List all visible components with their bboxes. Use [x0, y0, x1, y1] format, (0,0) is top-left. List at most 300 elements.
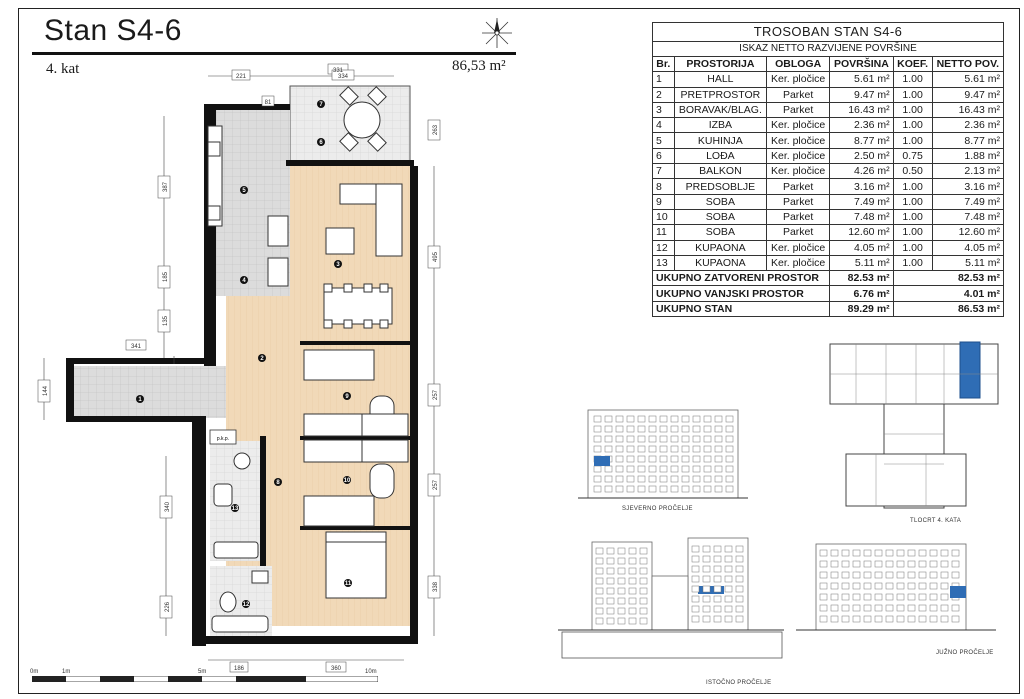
elevation-window	[629, 548, 636, 554]
elevation-window	[897, 594, 904, 600]
dim-186: 186	[233, 666, 245, 672]
elevation-window	[704, 466, 711, 472]
elevation-window	[627, 486, 634, 492]
row-coef: 1.00	[893, 72, 932, 87]
elevation-window	[715, 446, 722, 452]
elevation-window	[682, 446, 689, 452]
row-room: PRETPROSTOR	[674, 87, 767, 102]
elevation-window	[660, 466, 667, 472]
dim-331: 331	[332, 68, 344, 74]
row-room: KUPAONA	[674, 255, 767, 270]
elevation-window	[726, 476, 733, 482]
dim-226: 226	[165, 601, 171, 613]
elevation-window	[842, 572, 849, 578]
elevation-window	[640, 548, 647, 554]
dim-81: 81	[264, 100, 272, 106]
elevation-window	[616, 426, 623, 432]
room-2-number: 2	[260, 356, 264, 362]
elevation-window	[736, 616, 743, 622]
elevation-window	[725, 586, 732, 592]
elevation-window	[736, 596, 743, 602]
elevation-window	[596, 578, 603, 584]
elevation-window	[842, 594, 849, 600]
row-area: 8.77 m²	[830, 133, 894, 148]
row-number: 2	[653, 87, 675, 102]
row-area: 4.05 m²	[830, 240, 894, 255]
scale-label-1: 1m	[62, 669, 71, 675]
floor-key-plan	[826, 338, 1006, 514]
room-6-number: 6	[319, 140, 323, 146]
total-closed-area: 82.53 m²	[830, 271, 894, 286]
total-apartment-net: 86.53 m²	[893, 301, 1003, 316]
elevation-window	[908, 605, 915, 611]
row-net: 5.61 m²	[932, 72, 1003, 87]
north-elevation	[578, 404, 768, 514]
elevation-window	[864, 583, 871, 589]
east-elevation-label: ISTOČNO PROČELJE	[706, 680, 772, 686]
elevation-window	[941, 561, 948, 567]
elevation-window	[605, 446, 612, 452]
elevation-window	[618, 578, 625, 584]
total-apartment-area: 89.29 m²	[830, 301, 894, 316]
elevation-window	[725, 556, 732, 562]
elevation-window	[618, 558, 625, 564]
elevation-window	[627, 426, 634, 432]
elevation-window	[629, 608, 636, 614]
elevation-window	[831, 616, 838, 622]
elevation-window	[629, 578, 636, 584]
elevation-window	[704, 476, 711, 482]
south-elevation-label: JUŽNO PROČELJE	[936, 650, 994, 656]
total-closed-net: 82.53 m²	[893, 271, 1003, 286]
elevation-window	[618, 568, 625, 574]
elevation-window	[726, 436, 733, 442]
elevation-window	[629, 618, 636, 624]
floor-plan	[24, 56, 504, 676]
elevation-window	[714, 586, 721, 592]
elevation-window	[682, 456, 689, 462]
elevation-window	[930, 594, 937, 600]
row-coef: 1.00	[893, 102, 932, 117]
elevation-window	[726, 426, 733, 432]
row-room: HALL	[674, 72, 767, 87]
elevation-window	[820, 572, 827, 578]
elevation-window	[897, 572, 904, 578]
row-number: 13	[653, 255, 675, 270]
elevation-window	[897, 561, 904, 567]
elevation-window	[627, 466, 634, 472]
elevation-window	[638, 436, 645, 442]
elevation-window	[941, 605, 948, 611]
row-finish: Parket	[767, 179, 830, 194]
row-net: 5.11 m²	[932, 255, 1003, 270]
elevation-window	[831, 561, 838, 567]
elevation-window	[930, 583, 937, 589]
elevation-window	[736, 576, 743, 582]
row-room: LOĐA	[674, 148, 767, 163]
scale-label-5: 5m	[198, 669, 207, 675]
elevation-window	[703, 556, 710, 562]
elevation-window	[671, 476, 678, 482]
row-net: 16.43 m²	[932, 102, 1003, 117]
elevation-window	[715, 426, 722, 432]
elevation-window	[820, 561, 827, 567]
elevation-window	[886, 561, 893, 567]
elevation-window	[831, 594, 838, 600]
row-coef: 1.00	[893, 133, 932, 148]
elevation-window	[596, 588, 603, 594]
row-room: PREDSOBLJE	[674, 179, 767, 194]
elevation-window	[714, 606, 721, 612]
dim-334: 334	[337, 74, 349, 80]
elevation-window	[875, 572, 882, 578]
row-coef: 1.00	[893, 209, 932, 224]
elevation-window	[605, 466, 612, 472]
table-row	[653, 72, 1004, 87]
row-number: 1	[653, 72, 675, 87]
elevation-window	[640, 608, 647, 614]
east-elevation	[548, 536, 788, 666]
row-coef: 0.75	[893, 148, 932, 163]
elevation-window	[629, 558, 636, 564]
dim-387: 387	[163, 181, 169, 193]
row-finish: Parket	[767, 87, 830, 102]
elevation-window	[692, 606, 699, 612]
elevation-window	[930, 572, 937, 578]
row-room: BALKON	[674, 164, 767, 179]
elevation-window	[919, 572, 926, 578]
elevation-window	[704, 436, 711, 442]
elevation-window	[693, 436, 700, 442]
elevation-window	[726, 456, 733, 462]
col-header-area: POVRŠINA	[830, 57, 894, 72]
elevation-window	[682, 436, 689, 442]
elevation-window	[596, 568, 603, 574]
row-coef: 1.00	[893, 255, 932, 270]
elevation-window	[638, 446, 645, 452]
elevation-window	[693, 486, 700, 492]
table-row	[653, 209, 1004, 224]
row-coef: 1.00	[893, 225, 932, 240]
elevation-window	[693, 446, 700, 452]
row-number: 11	[653, 225, 675, 240]
row-net: 4.05 m²	[932, 240, 1003, 255]
elevation-window	[682, 476, 689, 482]
elevation-window	[886, 616, 893, 622]
row-room: KUHINJA	[674, 133, 767, 148]
row-net: 12.60 m²	[932, 225, 1003, 240]
elevation-window	[897, 583, 904, 589]
row-finish: Parket	[767, 102, 830, 117]
elevation-window	[820, 583, 827, 589]
elevation-window	[693, 466, 700, 472]
elevation-window	[714, 576, 721, 582]
elevation-window	[671, 416, 678, 422]
scale-label-0: 0m	[30, 669, 39, 675]
elevation-window	[607, 588, 614, 594]
total-outdoor-net: 4.01 m²	[893, 286, 1003, 301]
elevation-window	[704, 416, 711, 422]
elevation-window	[605, 436, 612, 442]
elevation-window	[736, 586, 743, 592]
table-row	[653, 133, 1004, 148]
elevation-window	[930, 616, 937, 622]
elevation-window	[671, 456, 678, 462]
row-finish: Ker. pločice	[767, 255, 830, 270]
elevation-window	[640, 598, 647, 604]
row-number: 3	[653, 102, 675, 117]
row-area: 16.43 m²	[830, 102, 894, 117]
dim-263: 263	[433, 124, 439, 136]
elevation-window	[704, 446, 711, 452]
table-row	[653, 118, 1004, 133]
dim-360: 360	[330, 666, 342, 672]
elevation-window	[941, 594, 948, 600]
elevation-window	[941, 583, 948, 589]
elevation-window	[930, 605, 937, 611]
col-header-finish: OBLOGA	[767, 57, 830, 72]
row-room: IZBA	[674, 118, 767, 133]
elevation-window	[671, 426, 678, 432]
elevation-window	[820, 605, 827, 611]
dim-340: 340	[165, 501, 171, 513]
elevation-window	[725, 546, 732, 552]
elevation-window	[596, 558, 603, 564]
elevation-window	[853, 616, 860, 622]
row-coef: 1.00	[893, 194, 932, 209]
elevation-window	[952, 605, 959, 611]
row-number: 6	[653, 148, 675, 163]
north-elevation-label: SJEVERNO PROČELJE	[622, 506, 693, 512]
elevation-window	[660, 456, 667, 462]
col-header-net: NETTO POV.	[932, 57, 1003, 72]
row-finish: Parket	[767, 209, 830, 224]
elevation-window	[627, 436, 634, 442]
elevation-window	[629, 568, 636, 574]
elevation-window	[715, 436, 722, 442]
room-8-number: 8	[276, 480, 280, 486]
dim-257b: 257	[433, 479, 439, 491]
elevation-window	[820, 594, 827, 600]
row-coef: 1.00	[893, 179, 932, 194]
elevation-window	[714, 616, 721, 622]
room-7-number: 7	[319, 102, 323, 108]
room-5-number: 5	[242, 188, 246, 194]
row-area: 3.16 m²	[830, 179, 894, 194]
elevation-window	[616, 446, 623, 452]
elevation-window	[618, 548, 625, 554]
row-number: 12	[653, 240, 675, 255]
elevation-window	[616, 466, 623, 472]
row-area: 2.50 m²	[830, 148, 894, 163]
elevation-window	[660, 476, 667, 482]
elevation-window	[638, 456, 645, 462]
elevation-window	[649, 416, 656, 422]
elevation-window	[831, 550, 838, 556]
col-header-room: PROSTORIJA	[674, 57, 767, 72]
elevation-window	[693, 416, 700, 422]
elevation-window	[638, 466, 645, 472]
elevation-window	[703, 606, 710, 612]
row-coef: 0.50	[893, 164, 932, 179]
elevation-window	[725, 606, 732, 612]
elevation-window	[627, 446, 634, 452]
elevation-window	[660, 426, 667, 432]
pkp-label: p.k.p.	[216, 436, 230, 442]
elevation-window	[693, 456, 700, 462]
elevation-window	[607, 578, 614, 584]
elevation-window	[897, 550, 904, 556]
table-row	[653, 194, 1004, 209]
elevation-window	[736, 606, 743, 612]
total-outdoor-label: UKUPNO VANJSKI PROSTOR	[653, 286, 830, 301]
elevation-window	[952, 616, 959, 622]
row-area: 5.11 m²	[830, 255, 894, 270]
elevation-window	[726, 446, 733, 452]
row-finish: Ker. pločice	[767, 133, 830, 148]
room-10-number: 10	[343, 478, 351, 484]
total-closed-label: UKUPNO ZATVORENI PROSTOR	[653, 271, 830, 286]
elevation-window	[919, 616, 926, 622]
elevation-window	[952, 561, 959, 567]
room-11-number: 11	[344, 581, 352, 587]
floor-label: 4. kat	[46, 61, 80, 77]
row-coef: 1.00	[893, 118, 932, 133]
elevation-window	[897, 605, 904, 611]
elevation-window	[831, 572, 838, 578]
elevation-window	[640, 568, 647, 574]
elevation-window	[908, 572, 915, 578]
elevation-window	[842, 605, 849, 611]
elevation-window	[886, 550, 893, 556]
row-number: 9	[653, 194, 675, 209]
elevation-window	[736, 566, 743, 572]
elevation-window	[692, 546, 699, 552]
elevation-window	[640, 578, 647, 584]
elevation-window	[693, 426, 700, 432]
row-net: 9.47 m²	[932, 87, 1003, 102]
room-12-number: 12	[242, 602, 250, 608]
table-row	[653, 148, 1004, 163]
elevation-window	[638, 416, 645, 422]
scale-bar	[32, 676, 378, 682]
elevation-window	[704, 426, 711, 432]
elevation-window	[607, 558, 614, 564]
row-finish: Ker. pločice	[767, 72, 830, 87]
title-underline	[32, 52, 516, 55]
elevation-window	[864, 561, 871, 567]
elevation-window	[714, 566, 721, 572]
elevation-window	[820, 616, 827, 622]
elevation-window	[660, 486, 667, 492]
dim-135: 135	[163, 315, 169, 327]
elevation-window	[886, 583, 893, 589]
elevation-window	[618, 598, 625, 604]
elevation-window	[919, 605, 926, 611]
elevation-window	[660, 416, 667, 422]
elevation-window	[820, 550, 827, 556]
elevation-window	[725, 576, 732, 582]
elevation-window	[853, 550, 860, 556]
elevation-window	[715, 476, 722, 482]
total-outdoor-area: 6.76 m²	[830, 286, 894, 301]
col-header-nr: Br.	[653, 57, 675, 72]
row-coef: 1.00	[893, 87, 932, 102]
elevation-window	[919, 550, 926, 556]
table-row	[653, 87, 1004, 102]
elevation-window	[671, 466, 678, 472]
elevation-window	[692, 616, 699, 622]
row-finish: Ker. pločice	[767, 118, 830, 133]
elevation-window	[897, 616, 904, 622]
elevation-window	[649, 446, 656, 452]
table-row	[653, 179, 1004, 194]
row-area: 7.49 m²	[830, 194, 894, 209]
elevation-window	[692, 556, 699, 562]
elevation-window	[596, 608, 603, 614]
room-3-number: 3	[336, 262, 340, 268]
elevation-window	[660, 446, 667, 452]
south-elevation	[796, 536, 996, 646]
elevation-window	[629, 598, 636, 604]
elevation-window	[886, 605, 893, 611]
table-row	[653, 255, 1004, 270]
row-finish: Ker. pločice	[767, 164, 830, 179]
elevation-window	[908, 561, 915, 567]
elevation-window	[853, 605, 860, 611]
elevation-window	[736, 556, 743, 562]
row-net: 8.77 m²	[932, 133, 1003, 148]
row-area: 4.26 m²	[830, 164, 894, 179]
row-room: BORAVAK/BLAG.	[674, 102, 767, 117]
elevation-window	[831, 583, 838, 589]
elevation-window	[671, 446, 678, 452]
elevation-window	[875, 616, 882, 622]
table-row	[653, 102, 1004, 117]
elevation-window	[853, 561, 860, 567]
elevation-window	[682, 416, 689, 422]
row-net: 7.49 m²	[932, 194, 1003, 209]
elevation-window	[703, 576, 710, 582]
elevation-window	[627, 456, 634, 462]
elevation-window	[682, 486, 689, 492]
elevation-window	[842, 583, 849, 589]
elevation-window	[842, 561, 849, 567]
dim-341: 341	[130, 344, 142, 350]
elevation-window	[627, 416, 634, 422]
table-row	[653, 240, 1004, 255]
elevation-window	[607, 548, 614, 554]
dim-338: 338	[433, 581, 439, 593]
row-coef: 1.00	[893, 240, 932, 255]
elevation-window	[853, 572, 860, 578]
elevation-window	[638, 476, 645, 482]
elevation-window	[726, 416, 733, 422]
elevation-window	[692, 596, 699, 602]
elevation-window	[864, 572, 871, 578]
elevation-window	[594, 426, 601, 432]
elevation-window	[616, 456, 623, 462]
elevation-window	[605, 476, 612, 482]
elevation-window	[594, 416, 601, 422]
elevation-window	[640, 558, 647, 564]
elevation-window	[649, 426, 656, 432]
dim-495: 495	[433, 251, 439, 263]
elevation-window	[886, 572, 893, 578]
row-net: 7.48 m²	[932, 209, 1003, 224]
elevation-window	[703, 566, 710, 572]
dim-144: 144	[43, 385, 49, 397]
